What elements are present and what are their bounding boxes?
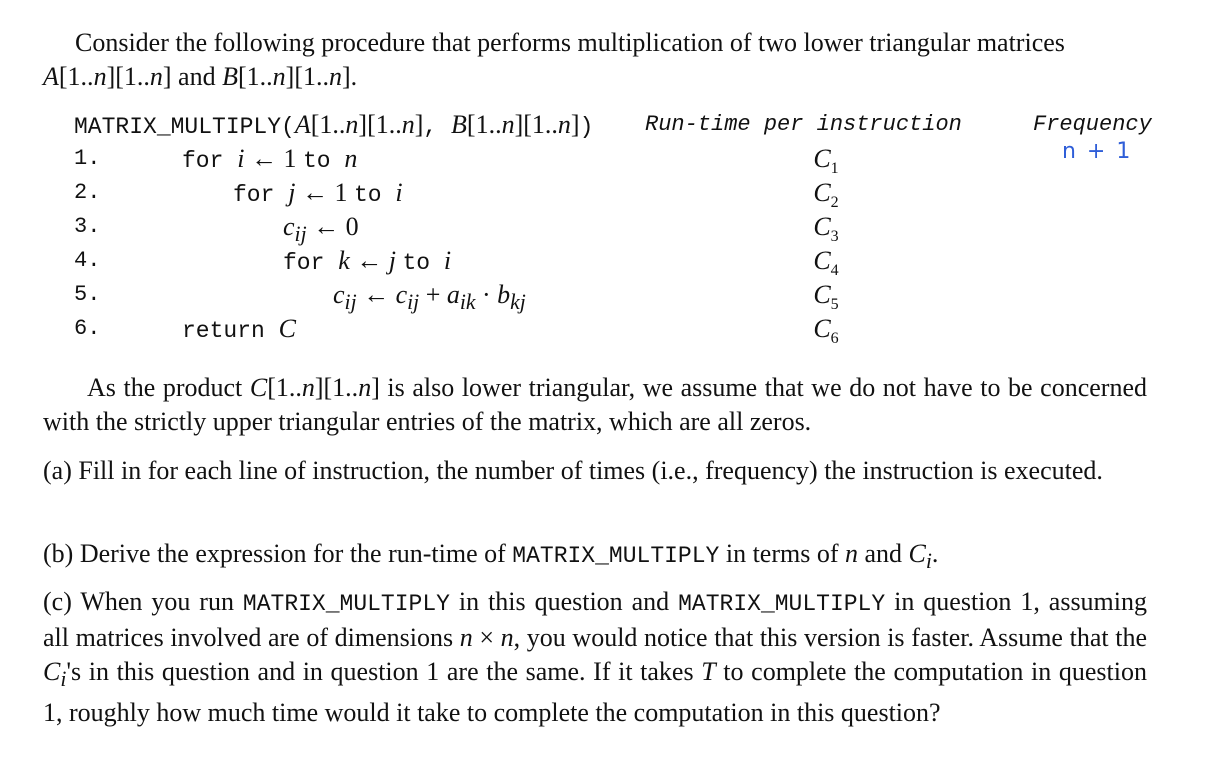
frequency-column-header: Frequency	[1033, 112, 1152, 137]
code-line-3: $c_{ij}$ ← 0	[283, 212, 359, 247]
line-number-4: 4.	[74, 248, 101, 273]
code-line-4: for k ← j to i	[283, 246, 452, 276]
question-b: (b) Derive the expression for the run-time of MATRIX_MULTIPLY in terms of n and $C_i$.	[43, 539, 939, 574]
line-number-6: 6.	[74, 316, 101, 341]
cost-c5: $C_5$	[813, 280, 839, 314]
question-c: (c) When you run MATRIX_MULTIPLY in this question and MATRIX_MULTIPLY in question 1, assuming all matrices involved are of dimensions n × n, you would notice that this version is faster. Assume that the $C_i's$ in this question and in question 1 are the same. If it takes T to complete the computation in question 1, roughly how much time would it take to complete the computation in this question?	[43, 587, 1148, 728]
cost-c4: $C_4$	[813, 246, 839, 280]
line-number-1: 1.	[74, 146, 101, 171]
line-number-5: 5.	[74, 282, 101, 307]
line-number-3: 3.	[74, 214, 101, 239]
intro-text: Consider the following procedure that performs multiplication of two lower triangular matrices A[1..n][1..n] and B[1..n][1..n].	[43, 28, 1065, 91]
code-line-2: for j ← 1 to i	[233, 178, 403, 208]
runtime-column-header: Run-time per instruction	[645, 112, 962, 137]
handwritten-frequency-line1: n + 1	[1062, 139, 1133, 164]
cost-c1: $C_1$	[813, 144, 839, 178]
line-number-2: 2.	[74, 180, 101, 205]
question-a: (a) Fill in for each line of instruction, the number of times (i.e., frequency) the instruction is executed.	[43, 456, 1103, 485]
cost-c6: $C_6$	[813, 314, 839, 348]
code-line-6: return C	[182, 314, 296, 344]
code-line-5: $c_{ij}$ ← $c_{ij} + a_{ik} \cdot b_{kj}$	[333, 280, 526, 315]
cost-c2: $C_2$	[813, 178, 839, 212]
cost-c3: $C_3$	[813, 212, 839, 246]
code-line-1: for i ← 1 to n	[182, 144, 358, 174]
procedure-signature: MATRIX_MULTIPLY(A[1..n][1..n], B[1..n][1..n])	[74, 110, 594, 140]
product-paragraph: As the product C[1..n][1..n] is also lower triangular, we assume that we do not have to be concerned with the strictly upper triangular entries of the matrix, which are all zeros.	[43, 373, 1147, 436]
